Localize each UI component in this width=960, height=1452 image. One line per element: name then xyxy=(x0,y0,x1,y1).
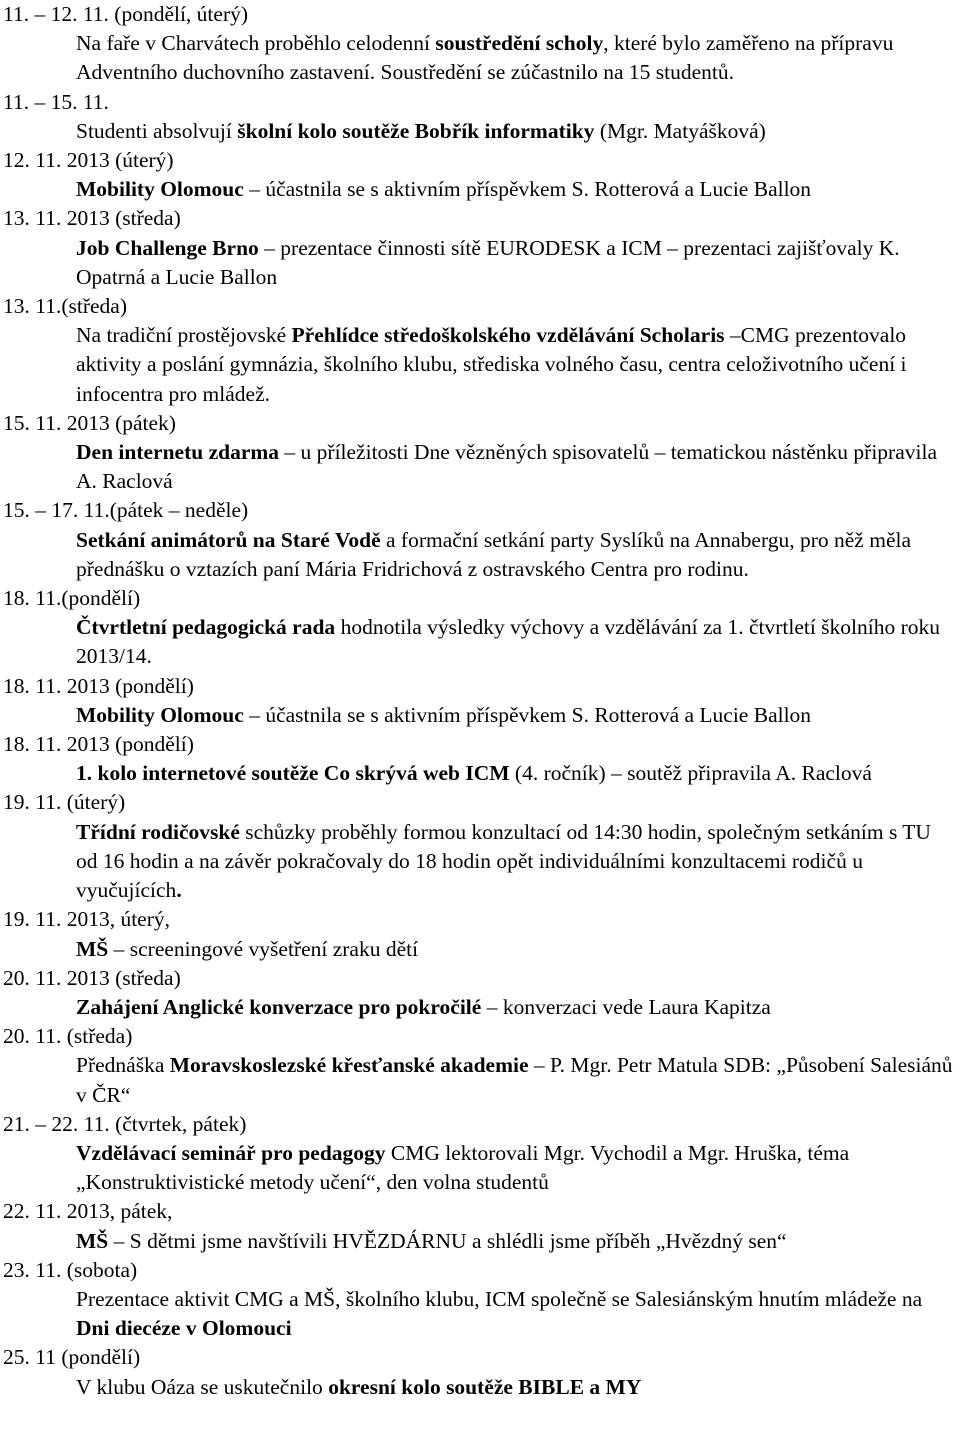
event-date: 25. 11 (pondělí) xyxy=(3,1345,141,1370)
event-description xyxy=(76,526,960,584)
highlighted-text: Dni diecéze v Olomouci xyxy=(76,1316,292,1341)
event-date: 20. 11. 2013 (středa) xyxy=(3,965,181,990)
event-description xyxy=(76,993,960,1022)
description-text: V klubu Oáza se uskutečnilo xyxy=(76,1374,329,1399)
event-date: 19. 11. (úterý) xyxy=(3,790,126,815)
description-text: Přednáška xyxy=(76,1053,170,1078)
highlighted-text: soustředění scholy xyxy=(435,31,604,56)
event-date: 23. 11. (sobota) xyxy=(3,1257,138,1282)
event-description xyxy=(76,29,960,87)
event-entry xyxy=(3,788,960,905)
highlighted-text: Moravskoslezské křesťanské akademie xyxy=(169,1053,529,1078)
highlighted-text: Mobility Olomouc xyxy=(76,177,244,202)
event-date: 11. – 15. 11. xyxy=(3,89,109,114)
description-text: Prezentace aktivit CMG a MŠ, školního klubu, ICM společně se Salesiánským hnutím mládeže na xyxy=(76,1286,923,1311)
event-description xyxy=(76,438,960,496)
event-entry xyxy=(3,409,960,497)
event-description xyxy=(76,175,960,204)
description-text: – konverzaci vede Laura Kapitza xyxy=(481,994,771,1019)
description-text: – u příležitosti Dne vězněných spisovatelů – tematickou nástěnku připravila A. Raclová xyxy=(76,440,937,494)
highlighted-text: Vzdělávací seminář pro pedagogy xyxy=(76,1140,386,1165)
highlighted-text: Setkání animátorů na Staré Vodě xyxy=(76,527,381,552)
highlighted-text: Přehlídce středoškolského vzdělávání Scholaris xyxy=(291,323,725,348)
event-entry xyxy=(3,1343,960,1401)
description-text: schůzky proběhly formou konzultací od 14:30 hodin, společným setkáním s TU od 16 hodin a na závěr pokračovaly do 18 hodin opět individuálními konzultacemi rodičů u vyučujících xyxy=(76,819,931,903)
description-text: CMG lektorovali Mgr. Vychodil a Mgr. Hruška, téma „Konstruktivistické metody učení“, den volna studentů xyxy=(76,1140,850,1195)
event-description xyxy=(76,935,960,964)
event-entry xyxy=(3,1197,960,1255)
highlighted-text: 1. kolo internetové soutěže Co skrývá web ICM xyxy=(76,761,510,786)
highlighted-text: Job Challenge Brno xyxy=(76,235,259,260)
highlighted-text: Třídní rodičovské xyxy=(76,819,240,844)
event-date: 18. 11. 2013 (pondělí) xyxy=(3,732,194,757)
highlighted-text: MŠ xyxy=(76,1228,109,1253)
event-entry xyxy=(3,496,960,584)
event-entry xyxy=(3,1110,960,1198)
event-description xyxy=(76,1051,960,1109)
event-description xyxy=(76,321,960,409)
event-entry xyxy=(3,1256,960,1344)
event-description xyxy=(76,1373,960,1402)
highlighted-text: Zahájení Anglické konverzace pro pokročilé xyxy=(76,994,482,1019)
highlighted-text: MŠ xyxy=(76,936,109,961)
event-description xyxy=(76,1285,960,1343)
description-text: Na tradiční prostějovské xyxy=(76,323,292,348)
event-date: 18. 11. 2013 (pondělí) xyxy=(3,673,194,698)
event-entry xyxy=(3,292,960,409)
event-entry xyxy=(3,88,960,146)
description-text: Studenti absolvují xyxy=(76,118,238,143)
event-description xyxy=(76,1227,960,1256)
event-description xyxy=(76,613,960,671)
description-text: (4. ročník) – soutěž připravila A. Raclová xyxy=(509,761,872,786)
event-date: 15. – 17. 11.(pátek – neděle) xyxy=(3,498,249,523)
description-text: – prezentace činnosti sítě EURODESK a ICM – prezentaci zajišťovaly K. Opatrná a Lucie Ballon xyxy=(76,235,900,289)
event-entry xyxy=(3,672,960,730)
description-text: – účastnila se s aktivním příspěvkem S. Rotterová a Lucie Ballon xyxy=(243,702,812,727)
highlighted-text: Den internetu zdarma xyxy=(76,440,280,465)
event-entry xyxy=(3,146,960,204)
event-description xyxy=(76,234,960,292)
event-entry xyxy=(3,204,960,292)
description-text: , které bylo zaměřeno na přípravu Adventního duchovního zastavení. Soustředění se zúčastnilo na 15 studentů. xyxy=(76,31,894,85)
event-date: 21. – 22. 11. (čtvrtek, pátek) xyxy=(3,1111,247,1136)
description-text: –CMG prezentovalo aktivity a poslání gymnázia, školního klubu, střediska volného času, centra celoživotního učení i infocentra pro mládež. xyxy=(76,323,907,406)
description-text: (Mgr. Matyášková) xyxy=(594,118,766,143)
description-text: Na faře v Charvátech proběhlo celodenní xyxy=(76,31,436,56)
description-text: – P. Mgr. Petr Matula SDB: „Působení Salesiánů v ČR“ xyxy=(76,1053,953,1107)
event-entry xyxy=(3,1022,960,1110)
event-description xyxy=(76,759,960,788)
event-date: 13. 11.(středa) xyxy=(3,294,127,319)
highlighted-text: školní kolo soutěže Bobřík informatiky xyxy=(237,118,595,143)
event-entry xyxy=(3,0,960,88)
event-date: 22. 11. 2013, pátek, xyxy=(3,1199,173,1224)
event-description xyxy=(76,117,960,146)
event-entry xyxy=(3,964,960,1022)
description-text: – účastnila se s aktivním příspěvkem S. Rotterová a Lucie Ballon xyxy=(243,177,812,202)
event-description xyxy=(76,818,960,906)
event-entry xyxy=(3,905,960,963)
highlighted-text: okresní kolo soutěže BIBLE a MY xyxy=(328,1374,642,1399)
event-date: 11. – 12. 11. (pondělí, úterý) xyxy=(3,2,249,26)
highlighted-text: Mobility Olomouc xyxy=(76,702,244,727)
description-text: – S dětmi jsme navštívili HVĚZDÁRNU a shlédli jsme příběh „Hvězdný sen“ xyxy=(108,1228,787,1253)
event-date: 20. 11. (středa) xyxy=(3,1024,133,1049)
highlighted-text: Čtvrtletní pedagogická rada xyxy=(76,615,336,640)
event-entry xyxy=(3,730,960,788)
event-date: 12. 11. 2013 (úterý) xyxy=(3,148,174,173)
highlighted-text: . xyxy=(176,878,182,903)
event-date: 13. 11. 2013 (středa) xyxy=(3,206,181,231)
event-entry xyxy=(3,584,960,672)
event-date: 15. 11. 2013 (pátek) xyxy=(3,410,176,435)
event-date: 18. 11.(pondělí) xyxy=(3,586,141,611)
event-date: 19. 11. 2013, úterý, xyxy=(3,907,171,932)
description-text: – screeningové vyšetření zraku dětí xyxy=(108,936,419,961)
event-description xyxy=(76,701,960,730)
description-text: a formační setkání party Syslíků na Annabergu, pro něž měla přednášku o vztazích paní Mária Fridrichová z ostravského Centra pro rodinu. xyxy=(76,527,912,581)
event-description xyxy=(76,1139,960,1197)
description-text: hodnotila výsledky výchovy a vzdělávání za 1. čtvrtletí školního roku 2013/14. xyxy=(76,615,941,669)
